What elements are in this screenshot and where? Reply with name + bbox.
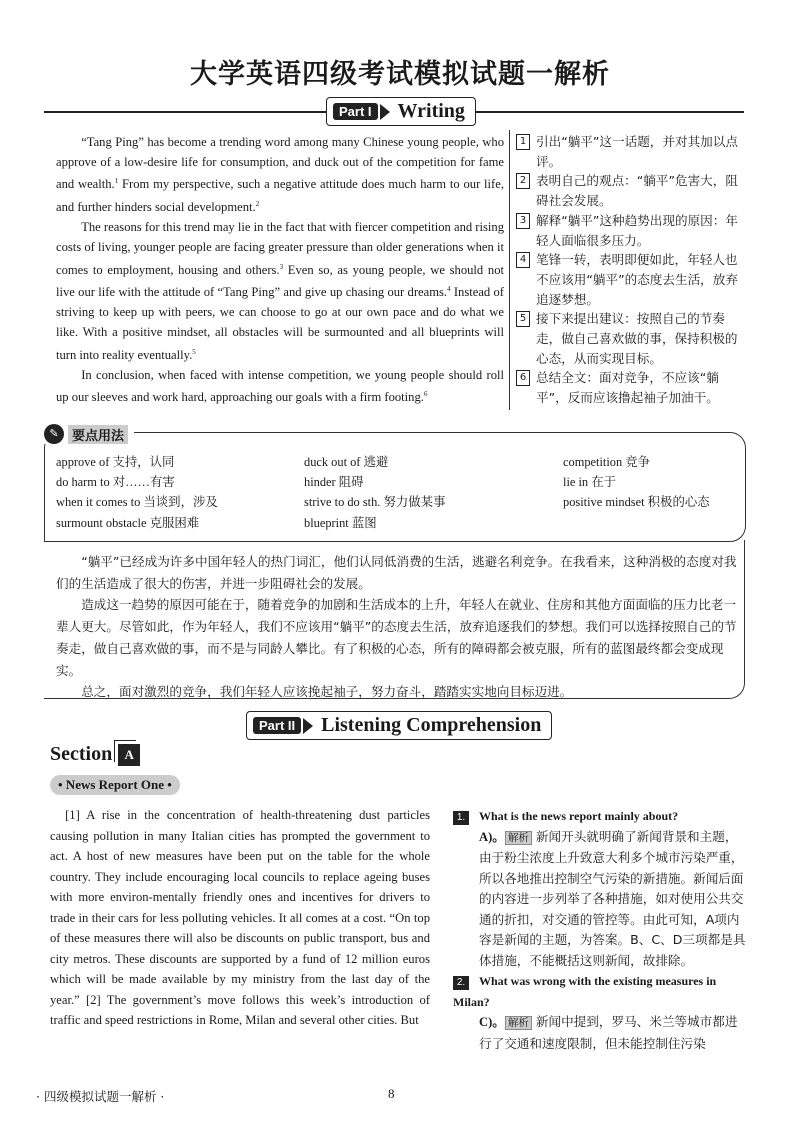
sentence-marker-6: 6 xyxy=(423,390,428,399)
report-paragraph: [1] A rise in the concentration of health-threatening dust particles causing pollution in many Italian cities has prompted the government to act. A host of new measures have been put on the table for the whole country. They include encouraging local councils to replace ageing buses with more environ-mentally friendly ones and incentives for drivers to trade in their cars for less polluting vehicles. It all comes at a cost. “On top of these measures there will also be discounts on public transport, bus and city metros. These discounts are supported by a fund of 12 million euros which will be made available by my ministry from the last day of the year.” [2] The government’s move follows this week’s introduction of traffic and speed restrictions in Rome, Milan and several other cities. But xyxy=(50,808,430,1027)
analysis-tag: 解析 xyxy=(505,831,532,845)
note-item xyxy=(516,211,748,250)
news-report-badge: • News Report One • xyxy=(50,775,180,795)
sentence-marker-3: 3 xyxy=(279,262,284,271)
note-number: 4 xyxy=(516,252,530,268)
note-item xyxy=(516,368,748,407)
translation-paragraph: 造成这一趋势的原因可能在于，随着竞争的加剧和生活成本的上升，年轻人在就业、住房和其他方面面临的压力比老一辈人更大。尽管如此，作为年轻人，我们不应该用“躺平”的态度去生活，放弃追逐我们的梦想。我们可以选择按照自己的节奏走，做自己喜欢做的事，而不是与同龄人攀比。有了积极的心态，所有的障碍都会被克服，所有的蓝图最终都会变成现实。 xyxy=(56,597,737,678)
key-point: hinder 阻碍 xyxy=(304,475,364,490)
note-text: 接下来提出建议：按照自己的节奏走，做自己喜欢做的事，保持积极的心态，从而实现目标。 xyxy=(536,311,738,366)
pen-icon: ✎ xyxy=(44,424,64,444)
note-text: 表明自己的观点：“躺平”危害大，阻碍社会发展。 xyxy=(536,173,738,209)
analysis-tag: 解析 xyxy=(505,1016,532,1030)
page-number: 8 xyxy=(388,1086,395,1101)
key-point: duck out of 逃避 xyxy=(304,455,389,469)
question-number: 2. xyxy=(453,976,469,990)
key-point: do harm to 对……有害 xyxy=(56,475,175,490)
section-heading xyxy=(50,743,140,766)
part1-title: Writing xyxy=(397,100,465,122)
question-item xyxy=(453,806,749,971)
section-label: Section xyxy=(50,743,113,765)
essay-p2b-text: Even so, as young people, we should not live our life with the attitude of “Tang Ping” and give up chasing our dreams. xyxy=(56,262,505,300)
key-point: blueprint 蓝图 xyxy=(304,515,377,530)
question-item xyxy=(453,971,749,1054)
essay-p1-text: “Tang Ping” has become a trending word among many Chinese young people, who approve of a low-desire life for consumption, and duck out of the competition for fame and wealth. xyxy=(56,135,504,192)
note-number: 6 xyxy=(516,370,530,386)
play-arrow-icon xyxy=(303,718,313,734)
key-point: positive mindset 积极的心态 xyxy=(563,495,710,510)
key-points-column-3 xyxy=(563,452,710,513)
page-title: 大学英语四级考试模拟试题一解析 xyxy=(190,59,610,90)
translation xyxy=(56,551,740,703)
essay xyxy=(56,133,504,408)
essay-paragraph-1 xyxy=(56,133,504,218)
question-number: 1. xyxy=(453,811,469,825)
key-point: lie in 在于 xyxy=(563,475,616,490)
note-item xyxy=(516,132,748,171)
translation-paragraph: 总之，面对激烈的竞争，我们年轻人应该挽起袖子，努力奋斗，踏踏实实地向目标迈进。 xyxy=(81,684,573,700)
note-number: 3 xyxy=(516,213,530,229)
part2-title: Listening Comprehension xyxy=(321,714,542,736)
question-text: What was wrong with the existing measures in Milan? xyxy=(453,974,717,1009)
key-point: approve of 支持，认同 xyxy=(56,455,175,469)
note-item xyxy=(516,171,748,210)
key-points-column-1 xyxy=(56,452,218,533)
translation-paragraph: “躺平”已经成为许多中国年轻人的热门词汇，他们认同低消费的生活，逃避名利竞争。在我看来，这种消极的态度对我们的生活造成了很大的伤害，并进一步阻碍社会的发展。 xyxy=(56,554,737,591)
essay-p2-text: The reasons for this trend may lie in the fact that with fiercer competition and rising costs of living, younger people are facing greater pressure than older generations when it comes to employment, housing and others. xyxy=(56,220,504,277)
essay-notes xyxy=(516,132,748,408)
question-text: What is the news report mainly about? xyxy=(479,809,679,823)
part1-label: Part I xyxy=(333,103,378,120)
play-arrow-icon xyxy=(380,104,390,120)
note-text: 总结全文：面对竞争，不应该“躺平”，反而应该撸起袖子加油干。 xyxy=(536,370,719,406)
note-text: 解释“躺平”这种趋势出现的原因：年轻人面临很多压力。 xyxy=(536,212,738,248)
question-explanation xyxy=(453,827,749,972)
sentence-marker-2: 2 xyxy=(255,200,260,209)
essay-paragraph-3 xyxy=(56,366,504,409)
sentence-marker-1: 1 xyxy=(114,177,119,186)
note-text: 笔锋一转，表明即便如此，年轻人也不应该用“躺平”的态度去生活，放弃追逐梦想。 xyxy=(536,252,738,307)
key-point: when it comes to 当谈到，涉及 xyxy=(56,495,218,510)
note-item xyxy=(516,309,748,368)
note-text: 引出“躺平”这一话题，并对其加以点评。 xyxy=(536,134,738,169)
essay-p1b-text: From my perspective, such a negative attitude does much harm to our life, and further hinders social development. xyxy=(56,177,504,215)
sentence-marker-4: 4 xyxy=(447,285,451,294)
news-report-text xyxy=(50,805,430,1031)
essay-paragraph-2 xyxy=(56,218,504,365)
essay-p3-text: In conclusion, when faced with intense competition, we young people should roll up our sleeves and work hard, approaching our goals with a firm footing. xyxy=(56,367,504,405)
answer: C)。 xyxy=(479,1015,505,1029)
key-points-column-2 xyxy=(304,452,445,533)
answer: A)。 xyxy=(479,829,505,844)
question-analysis xyxy=(453,806,749,1054)
key-point: strive to do sth. 努力做某事 xyxy=(304,495,446,510)
footer-title: · 四级模拟试题一解析 · xyxy=(36,1089,165,1104)
column-divider xyxy=(509,130,510,410)
part1-heading xyxy=(326,97,476,126)
note-number: 5 xyxy=(516,311,530,327)
part2-heading xyxy=(246,711,552,740)
key-points-heading xyxy=(44,424,134,444)
part2-label: Part II xyxy=(253,717,301,734)
note-number: 2 xyxy=(516,173,530,189)
key-point: competition 竞争 xyxy=(563,455,651,469)
section-letter-icon: A xyxy=(118,744,140,766)
question-explanation xyxy=(453,1012,749,1054)
key-point: surmount obstacle 克服困难 xyxy=(56,515,200,530)
explanation-text: 新闻中提到，罗马、米兰等城市都进行了交通和速度限制，但未能控制住污染 xyxy=(479,1014,738,1051)
note-number: 1 xyxy=(516,134,530,150)
essay-p2c-text: Instead of striving to keep up with peers, we can choose to go at our own pace and do what we like. With a positive mindset, all obstacles will be surmounted and all blueprints will turn into reality eventually. xyxy=(56,285,505,362)
note-item xyxy=(516,250,748,309)
sentence-marker-5: 5 xyxy=(192,347,196,356)
explanation-text: 新闻开头就明确了新闻背景和主题，由于粉尘浓度上升致意大利多个城市污染严重，所以各地推出控制空气污染的新措施。新闻后面的内容进一步列举了各种措施，如对使用公共交通的折扣，对交通的管控等。由此可知，A项内容是新闻的主题，为答案。B、C、D三项都是具体措施，不能概括这则新闻，故排除。 xyxy=(479,828,746,968)
key-points-title: 要点用法 xyxy=(68,425,128,444)
